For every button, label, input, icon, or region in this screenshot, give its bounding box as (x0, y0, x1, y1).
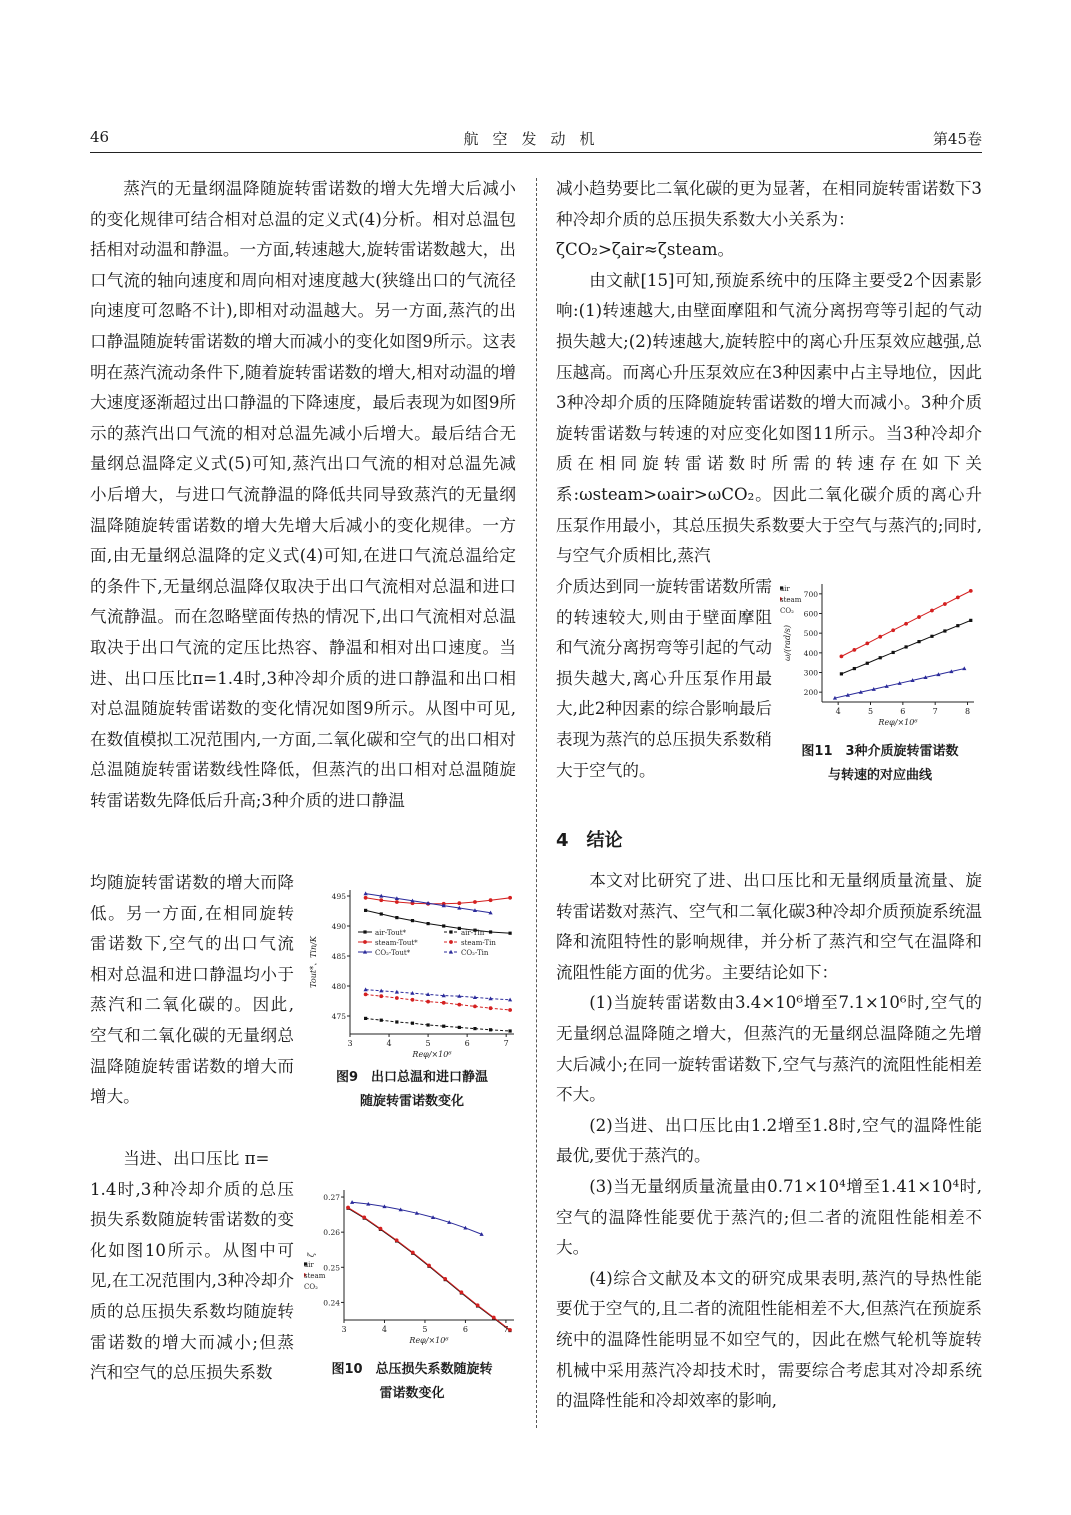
x-tick-label: 3 (341, 1325, 347, 1334)
legend-label: CO₂-Tout* (375, 949, 411, 957)
legend-label: air-Tin (461, 929, 485, 937)
conclusion-2: (2)当进、出口压比由1.2增至1.8时,空气的温降性能最优,要优于蒸汽的。 (556, 1115, 982, 1166)
data-point (443, 1277, 447, 1281)
data-point (395, 900, 399, 904)
data-point (930, 635, 933, 638)
column-divider (536, 178, 537, 1428)
data-point (476, 1303, 480, 1307)
x-tick-label: 6 (462, 1325, 468, 1334)
data-point (508, 1029, 511, 1032)
left-paragraph-3: 1.4时,3种冷却介质的总压损失系数随旋转雷诺数的变化如图10所示。从图中可见,在工况范围内,3种冷却介质的总压损失系数均随旋转雷诺数的增大而减小;但蒸汽和空气的总压损失系数 (90, 1179, 294, 1383)
data-point (458, 1026, 461, 1029)
data-point (508, 1008, 512, 1012)
figure-9 (304, 884, 520, 1060)
conclusion-4: (4)综合文献及本文的研究成果表明,蒸汽的导热性能要优于空气的,且二者的流阻性能相差不大,但蒸汽在预旋系统中的温降性能明显不如空气的，因此在燃气轮机等旋转机械中采用蒸汽冷却技术时，需要综合考虑其对冷却系统的温降性能和冷却效率的影响, (556, 1268, 982, 1411)
legend-label: steam-Tout* (375, 939, 418, 947)
y-axis-label: ω/(rad/s) (783, 625, 792, 661)
header-rule (90, 152, 982, 153)
series-line (366, 1018, 510, 1031)
data-point (346, 1206, 350, 1210)
x-tick-label: 7 (932, 707, 938, 716)
data-point (426, 922, 429, 925)
volume-label: 第45卷 (932, 130, 982, 148)
x-tick-label: 5 (425, 1039, 431, 1048)
data-point (891, 628, 895, 632)
data-point (853, 667, 856, 670)
legend-marker (363, 930, 366, 933)
figure-10-caption (300, 1358, 524, 1406)
y-tick-label: 500 (803, 629, 818, 639)
data-point (492, 1316, 496, 1320)
x-tick-label: 6 (900, 707, 906, 716)
data-point (489, 898, 493, 902)
data-point (426, 1023, 429, 1026)
figure-11 (780, 578, 980, 734)
left-paragraph-3-first: 当进、出口压比 π= (123, 1149, 270, 1168)
x-tick-label: 4 (835, 707, 841, 716)
figure-10-chart (304, 1182, 520, 1348)
series-line (348, 1208, 510, 1330)
data-point (865, 641, 869, 645)
data-point (411, 1022, 414, 1025)
data-point (508, 932, 511, 935)
data-point (395, 1020, 398, 1023)
figure-11-caption-line1: 图11 3种介质旋转雷诺数 (801, 744, 959, 759)
data-point (904, 645, 907, 648)
data-point (473, 900, 477, 904)
journal-title: 航空发动机 (463, 130, 609, 148)
legend-label: steam (304, 1272, 326, 1280)
x-axis-label: Reφ/×10⁶ (412, 1050, 452, 1059)
y-axis-label: ζ (307, 1252, 316, 1258)
data-point (380, 912, 383, 915)
y-tick-label: 300 (803, 668, 818, 678)
data-point (427, 1264, 431, 1268)
x-tick-label: 5 (422, 1325, 428, 1334)
data-point (362, 1216, 366, 1220)
data-point (459, 1290, 463, 1294)
series-line (352, 1202, 482, 1234)
data-point (457, 901, 461, 905)
data-point (962, 666, 966, 670)
legend-label: CO₂ (780, 607, 794, 615)
x-tick-label: 7 (503, 1325, 509, 1334)
data-point (917, 640, 920, 643)
conclusion-intro: 本文对比研究了进、出口压比和无量纲质量流量、旋转雷诺数对蒸汽、空气和二氧化碳3种冷却介质预旋系统温降和流阻特性的影响规律，并分析了蒸汽和空气在温降和流阻性能方面的优劣。主要结论如下： (556, 871, 982, 982)
right-paragraph-1: 减小趋势要比二氧化碳的更为显著，在相同旋转雷诺数下3种冷却介质的总压损失系数大小关系为： (556, 179, 982, 229)
data-point (840, 672, 843, 675)
data-point (411, 1251, 415, 1255)
data-point (364, 891, 368, 895)
data-point (473, 1005, 477, 1009)
legend-marker (449, 940, 453, 944)
right-formula: ζCO₂>ζair≈ζsteam。 (556, 240, 735, 260)
legend-marker (363, 940, 367, 944)
figure-9-chart (304, 884, 520, 1060)
x-axis-label: Reφ/×10⁶ (409, 1336, 449, 1345)
data-point (380, 1019, 383, 1022)
legend-marker (449, 930, 452, 933)
figure-9-caption-line1: 图9 出口总温和进口静温 (335, 1070, 489, 1085)
data-point (379, 898, 383, 902)
page-header (90, 128, 982, 150)
x-tick-label: 4 (386, 1039, 392, 1048)
x-tick-label: 4 (381, 1325, 388, 1334)
left-column (90, 174, 516, 816)
y-tick-label: 600 (803, 609, 818, 619)
series-line (366, 994, 510, 1010)
right-column (556, 174, 982, 572)
data-point (442, 1025, 445, 1028)
y-axis-label: Tout*、Tin/K (309, 936, 318, 988)
data-point (395, 916, 398, 919)
figure-11-caption-line2: 与转速的对应曲线 (827, 768, 932, 783)
right-side-text (556, 572, 772, 786)
legend-label: steam-Tin (461, 939, 496, 947)
figure-10-caption-line2: 雷诺数变化 (379, 1386, 445, 1401)
data-point (379, 994, 383, 998)
left-side-text-1 (90, 868, 294, 1113)
data-point (489, 1028, 492, 1031)
y-tick-label: 200 (803, 688, 818, 698)
conclusion-1: (1)当旋转雷诺数由3.4×10⁶增至7.1×10⁶时,空气的无量纲总温降随之增大，但蒸汽的无量纲总温降随之先增大后减小;在同一旋转雷诺数下,空气与蒸汽的流阻性能相差不大。 (556, 993, 982, 1105)
data-point (956, 624, 959, 627)
data-point (840, 654, 844, 658)
data-point (364, 1017, 367, 1020)
y-tick-label: 0.25 (323, 1263, 340, 1273)
figure-10 (304, 1182, 520, 1348)
left-side-text-2 (90, 1144, 294, 1389)
figure-9-caption (300, 1066, 524, 1114)
y-tick-label: 400 (803, 648, 818, 658)
data-point (473, 1027, 476, 1030)
y-tick-label: 0.27 (323, 1193, 340, 1203)
data-point (379, 1227, 383, 1231)
data-point (866, 662, 869, 665)
figure-10-caption-line1: 图10 总压损失系数随旋转 (331, 1362, 493, 1377)
data-point (969, 619, 972, 622)
section-title: 4 结论 (556, 830, 623, 851)
data-point (364, 993, 368, 997)
x-axis-label: Reφ/×10⁶ (878, 718, 918, 727)
data-point (442, 924, 445, 927)
x-tick-label: 6 (464, 1039, 470, 1048)
left-paragraph-2: 均随旋转雷诺数的增大而降低。另一方面,在相同旋转雷诺数下,空气的出口气流相对总温和进口静温均小于蒸汽和二氧化碳的。因此,空气和二氧化碳的无量纲总温降随旋转雷诺数的增大而增大。 (90, 873, 294, 1107)
y-tick-label: 700 (803, 589, 818, 599)
data-point (943, 602, 947, 606)
legend-label: CO₂ (304, 1283, 318, 1291)
legend-label: steam (780, 596, 802, 604)
figure-9-caption-line2: 随旋转雷诺数变化 (359, 1094, 464, 1109)
x-tick-label: 8 (964, 707, 971, 716)
data-point (411, 998, 415, 1002)
left-paragraph-1: 蒸汽的无量纲温降随旋转雷诺数的增大先增大后减小的变化规律可结合相对总温的定义式(4)分析。相对总温包括相对动温和静温。一方面,转速越大,旋转雷诺数越大，出口气流的轴向速度和周向相对速度越大(狭缝出口的气流径向速度可忽略不计),即相对动温越大。另一方面,蒸汽的出口静温随旋转雷诺数的增大而减小的变化如图9所示。这表明在蒸汽流动条件下,随着旋转雷诺数的增大,相对动温的增大速度逐渐超过出口静温的下降速度，最后表现为如图9所示的蒸汽出口气流的相对总温先减小后增大。最后结合无量纲总温降定义式(5)可知,蒸汽出口气流的相对总温先减小后增大，与进口气流静温的降低共同导致蒸汽的无量纲温降随旋转雷诺数的增大先增大后减小的变化规律。一方面,由无量纲总温降的定义式(4)可知,在进口气流总温给定的条件下,无量纲总温降仅取决于出口气流相对总温和进口气流静温。而在忽略壁面传热的情况下,出口气流相对总温取决于出口气流的定压比热容、静温和相对出口速度。当进、出口压比π=1.4时,3种冷却介质的进口静温和出口相对总温随旋转雷诺数的变化情况如图9所示。从图中可见,在数值模拟工况范围内,一方面,二氧化碳和空气的出口相对总温随旋转雷诺数线性降低，但蒸汽的出口相对总温随旋转雷诺数先降低后升高;3种介质的进口静温 (90, 179, 516, 810)
data-point (969, 589, 973, 593)
y-tick-label: 0.24 (323, 1298, 340, 1308)
data-point (364, 896, 368, 900)
data-point (930, 609, 934, 613)
x-tick-label: 5 (867, 707, 874, 716)
y-tick-label: 475 (331, 1012, 346, 1021)
data-point (508, 1328, 512, 1332)
data-point (879, 656, 882, 659)
conclusion-3: (3)当无量纲质量流量由0.71×10⁴增至1.41×10⁴时,空气的温降性能要优于蒸汽的;但二者的流阻性能相差不大。 (556, 1176, 982, 1258)
series-line (366, 990, 510, 1000)
y-tick-label: 0.26 (323, 1228, 340, 1238)
figure-11-caption (776, 740, 984, 788)
series-line (366, 898, 510, 904)
right-paragraph-2-cont: 介质达到同一旋转雷诺数所需的转速较大,则由于壁面摩阻和气流分离拐弯等引起的气动损失越大,离心升压泵作用最大,此2种因素的综合影响最后表现为蒸汽的总压损失系数稍大于空气的。 (556, 577, 772, 780)
data-point (426, 1000, 430, 1004)
legend-label: air (780, 585, 790, 593)
data-point (411, 919, 414, 922)
data-point (508, 998, 512, 1002)
data-point (508, 896, 512, 900)
data-point (395, 996, 399, 1000)
data-point (489, 1006, 493, 1010)
data-point (943, 629, 946, 632)
legend-label: air-Tout* (375, 929, 407, 937)
y-tick-label: 480 (331, 982, 346, 991)
legend-label: CO₂-Tin (461, 949, 489, 957)
y-tick-label: 490 (331, 922, 346, 931)
data-point (956, 595, 960, 599)
data-point (364, 909, 367, 912)
data-point (904, 622, 908, 626)
data-point (852, 648, 856, 652)
x-tick-label: 7 (503, 1039, 509, 1048)
right-paragraph-2: 由文献[15]可知,预旋系统中的压降主要受2个因素影响:(1)转速越大,由壁面摩阻和气流分离拐弯等引起的气动损失越大;(2)转速越大,旋转腔中的离心升压泵效应越强,总压越高。而离心升压泵效应在3种因素中占主导地位，因此3种冷却介质的压降随旋转雷诺数的增大而减小。3种介质旋转雷诺数与转速的对应变化如图11所示。当3种冷却介质在相同旋转雷诺数时所需的转速存在如下关系:ωsteam>ωair>ωCO₂。因此二氧化碳介质的离心升压泵作用最小，其总压损失系数要大于空气与蒸汽的;同时,与空气介质相比,蒸汽 (556, 270, 982, 566)
data-point (395, 1238, 399, 1242)
data-point (489, 930, 492, 933)
data-point (442, 1001, 446, 1005)
y-tick-label: 485 (331, 952, 346, 961)
data-point (457, 1003, 461, 1007)
data-point (917, 615, 921, 619)
conclusion-block (556, 866, 982, 1417)
y-tick-label: 495 (331, 892, 346, 901)
legend-label: air (304, 1261, 314, 1269)
figure-11-chart (780, 578, 980, 734)
data-point (878, 635, 882, 639)
page-number: 46 (90, 128, 110, 146)
data-point (892, 651, 895, 654)
x-tick-label: 3 (347, 1039, 353, 1048)
series-line (348, 1208, 510, 1330)
